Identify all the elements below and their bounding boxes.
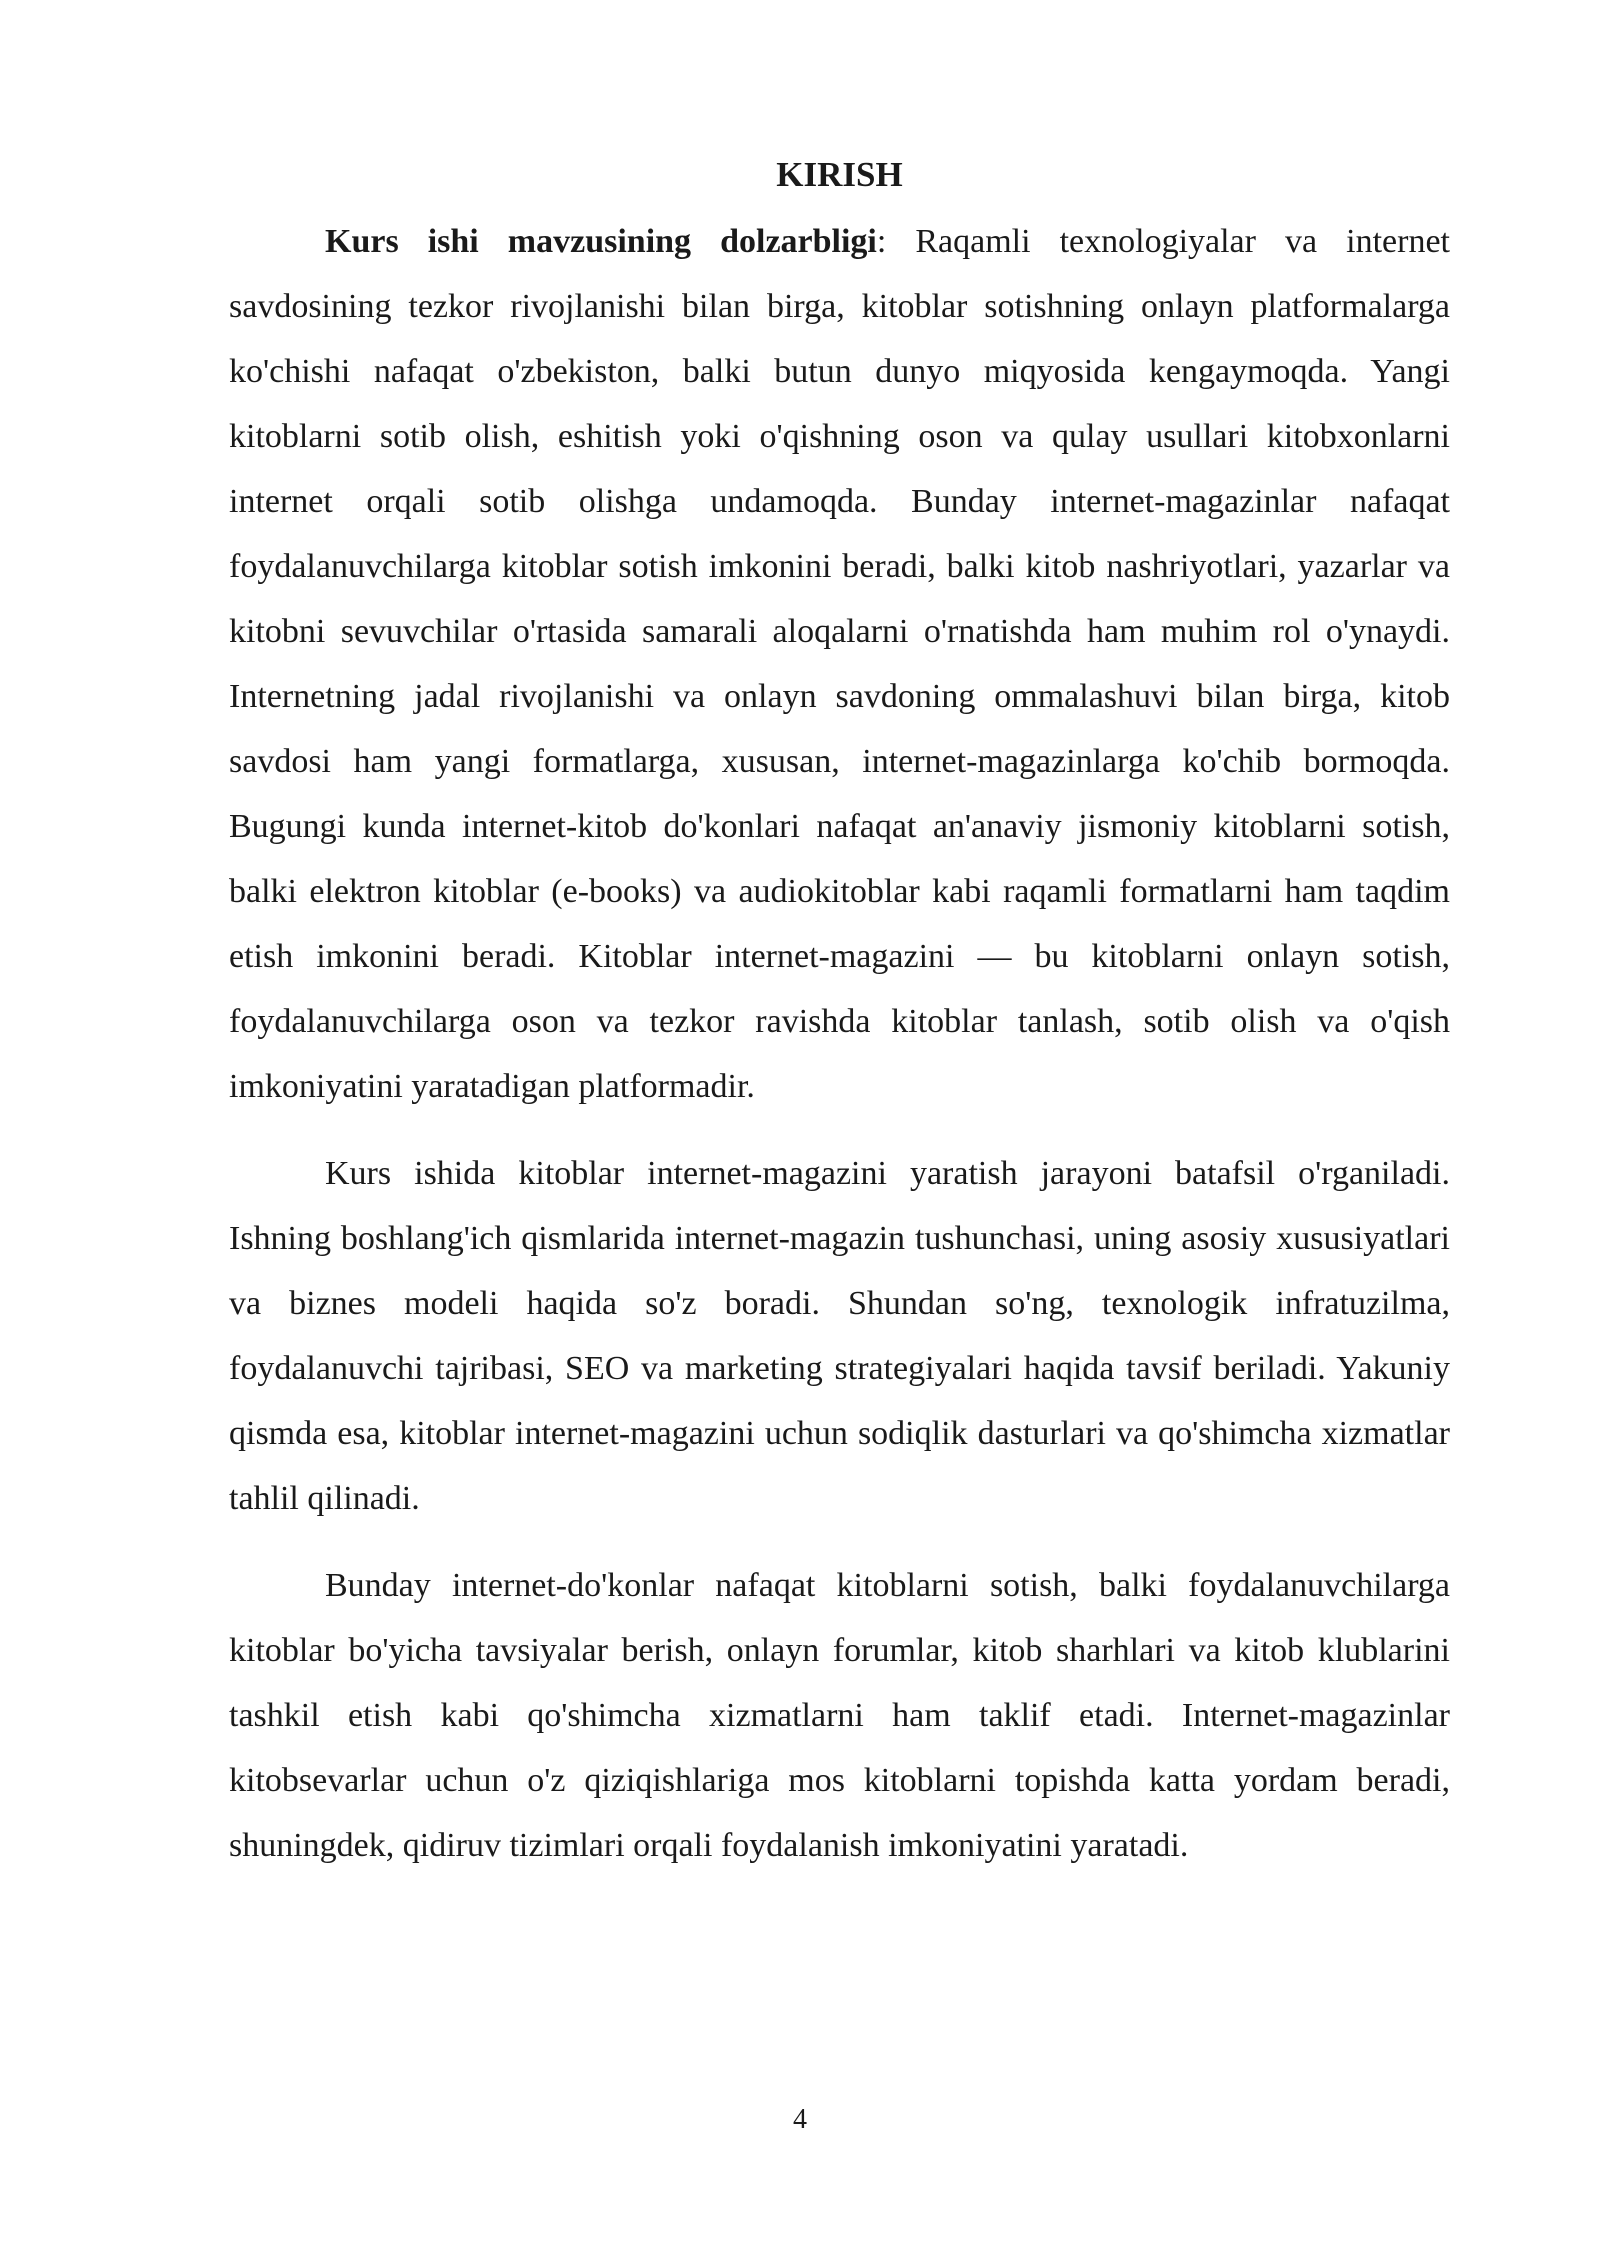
page-content <box>229 145 1450 1900</box>
paragraph-relevance <box>229 209 1450 1119</box>
paragraph-additional-services <box>229 1553 1450 1878</box>
section-heading: KIRISH <box>776 155 903 194</box>
page-number: 4 <box>793 2104 807 2135</box>
paragraph-text: Kurs ishida kitoblar internet-magazini yaratish jarayoni batafsil o'rganiladi. Ishning boshlang'ich qismlarida internet-magazin tushunchasi, uning asosiy xususiyatlari va biznes modeli haqida so'z boradi. Shundan so'ng, texnologik infratuzilma, foydalanuvchi tajribasi, SEO va marketing strategiyalari haqida tavsif beriladi. Yakuniy qismda esa, kitoblar internet-magazini uchun sodiqlik dasturlari va qo'shimcha xizmatlar tahlil qilinadi. <box>229 1155 1450 1517</box>
paragraph-course-overview <box>229 1141 1450 1531</box>
paragraph-lead: Kurs ishi mavzusining dolzarbligi <box>325 223 877 260</box>
paragraph-text: Bunday internet-do'konlar nafaqat kitoblarni sotish, balki foydalanuvchilarga kitoblar bo'yicha tavsiyalar berish, onlayn forumlar, kitob sharhlari va kitob klublarini tashkil etish kabi qo'shimcha xizmatlarni ham taklif etadi. Internet-magazinlar kitobsevarlar uchun o'z qiziqishlariga mos kitoblarni topishda katta yordam beradi, shuningdek, qidiruv tizimlari orqali foydalanish imkoniyatini yaratadi. <box>229 1567 1450 1864</box>
paragraph-text: : Raqamli texnologiyalar va internet savdosining tezkor rivojlanishi bilan birga, kitoblar sotishning onlayn platformalarga ko'chishi nafaqat o'zbekiston, balki butun dunyo miqyosida kengaymoqda. Yangi kitoblarni sotib olish, eshitish yoki o'qishning oson va qulay usullari kitobxonlarni internet orqali sotib olishga undamoqda. Bunday internet-magazinlar nafaqat foydalanuvchilarga kitoblar sotish imkonini beradi, balki kitob nashriyotlari, yazarlar va kitobni sevuvchilar o'rtasida samarali aloqalarni o'rnatishda ham muhim rol o'ynaydi. Internetning jadal rivojlanishi va onlayn savdoning ommalashuvi bilan birga, kitob savdosi ham yangi formatlarga, xususan, internet-magazinlarga ko'chib bormoqda. Bugungi kunda internet-kitob do'konlari nafaqat an'anaviy jismoniy kitoblarni sotish, balki elektron kitoblar (e-books) va audiokitoblar kabi raqamli formatlarni ham taqdim etish imkonini beradi. Kitoblar internet-magazini — bu kitoblarni onlayn sotish, foydalanuvchilarga oson va tezkor ravishda kitoblar tanlash, sotib olish va o'qish imkoniyatini yaratadigan platformadir. <box>229 223 1450 1105</box>
